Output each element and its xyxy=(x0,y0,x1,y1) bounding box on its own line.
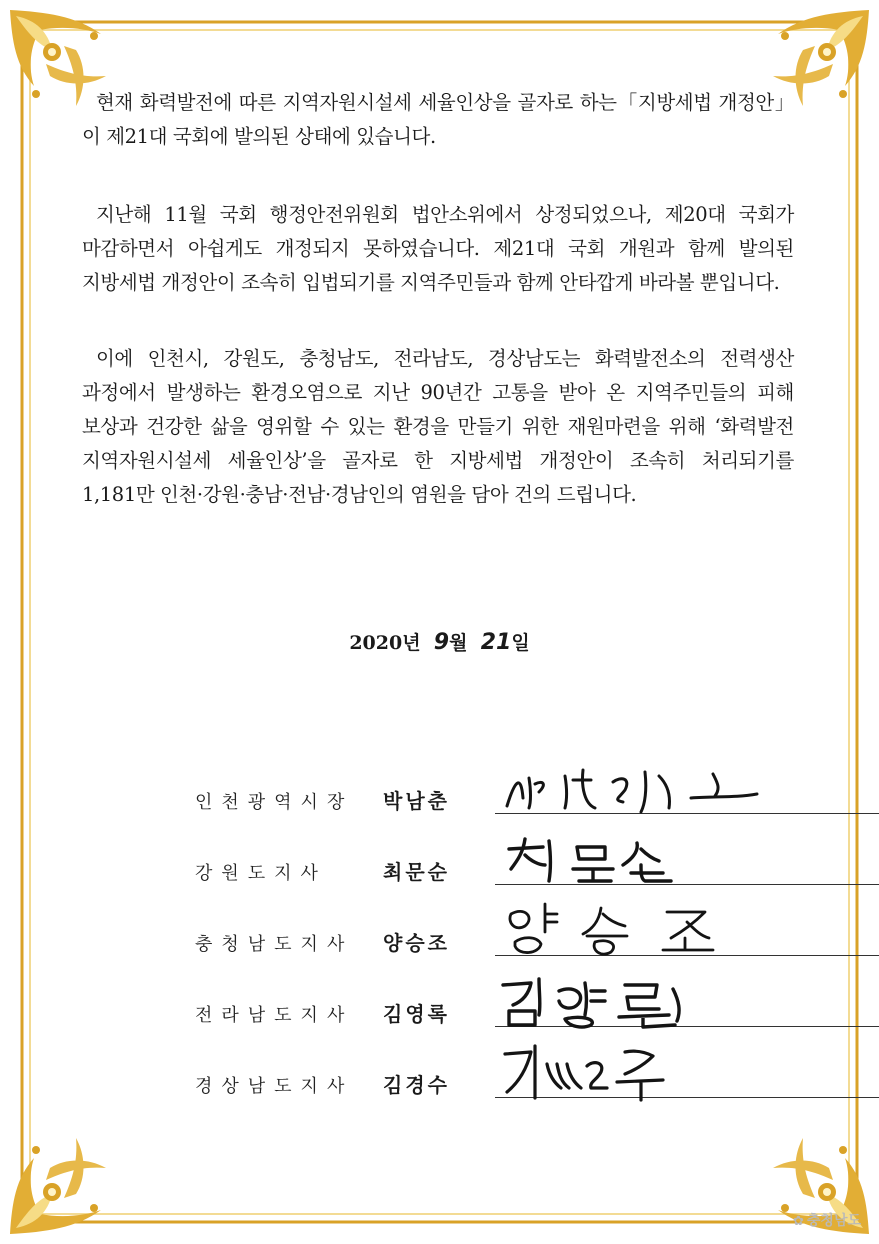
signatory-name: 최문순 xyxy=(383,860,450,884)
signatory-row xyxy=(195,849,695,889)
handwritten-signature xyxy=(495,758,879,818)
signatory-title: 충청남도지사 xyxy=(195,934,354,955)
signatory-row xyxy=(195,920,695,960)
signatory-title: 인천광역시장 xyxy=(195,792,354,813)
signatory-row xyxy=(195,1062,695,1102)
signatory-title: 전라남도지사 xyxy=(195,1005,354,1026)
signatory-title: 강원도지사 xyxy=(195,863,327,884)
watermark-text: 충청남도 xyxy=(806,1213,861,1229)
signatory-title: 경상남도지사 xyxy=(195,1076,354,1097)
signatory-name: 박남춘 xyxy=(383,789,450,813)
handwritten-signature xyxy=(495,829,879,889)
date-day-handwritten: 21 xyxy=(480,630,512,655)
signatory-name: 양승조 xyxy=(383,931,450,955)
signatory-row xyxy=(195,991,695,1031)
letter-paragraph-3: 이에 인천시, 강원도, 충청남도, 전라남도, 경상남도는 화력발전소의 전력생산 과정에서 발생하는 환경오염으로 지난 90년간 고통을 받아 온 지역주민들의 피해 보상과 건강한 삶을 영위할 수 있는 환경을 만들기 위한 재원마련을 위해 ‘화력발전 지역자원시설세 세율인상’을 골자로 한 지방세법 개정안이 조속히 처리되기를 1,181만 인천·강원·충남·전남·경남인의 염원을 담아 건의 드립니다. xyxy=(82,347,794,506)
publisher-watermark xyxy=(793,1210,861,1230)
letter-date xyxy=(0,628,879,655)
date-year: 2020년 xyxy=(349,632,421,654)
signatory-name: 김영록 xyxy=(383,1002,450,1026)
date-month-unit: 월 xyxy=(449,632,468,654)
letter-paragraph-1: 현재 화력발전에 따른 지역자원시설세 세율인상을 골자로 하는「지방세법 개정안」이 제21대 국회에 발의된 상태에 있습니다. xyxy=(82,91,794,148)
date-day-unit: 일 xyxy=(511,632,530,654)
handwritten-signature xyxy=(495,900,879,960)
handwritten-signature xyxy=(495,971,879,1031)
handwritten-signature xyxy=(495,1042,879,1102)
letter-paragraph-2: 지난해 11월 국회 행정안전위원회 법안소위에서 상정되었으나, 제20대 국회가 마감하면서 아쉽게도 개정되지 못하였습니다. 제21대 국회 개원과 함께 발의된 지방세법 개정안이 조속히 입법되기를 지역주민들과 함께 안타깝게 바라볼 뿐입니다. xyxy=(82,203,794,294)
signatory-name: 김경수 xyxy=(383,1073,450,1097)
province-logo-icon: ✿ xyxy=(792,1214,804,1229)
date-month-handwritten: 9 xyxy=(433,630,450,655)
signatory-row xyxy=(195,778,695,818)
